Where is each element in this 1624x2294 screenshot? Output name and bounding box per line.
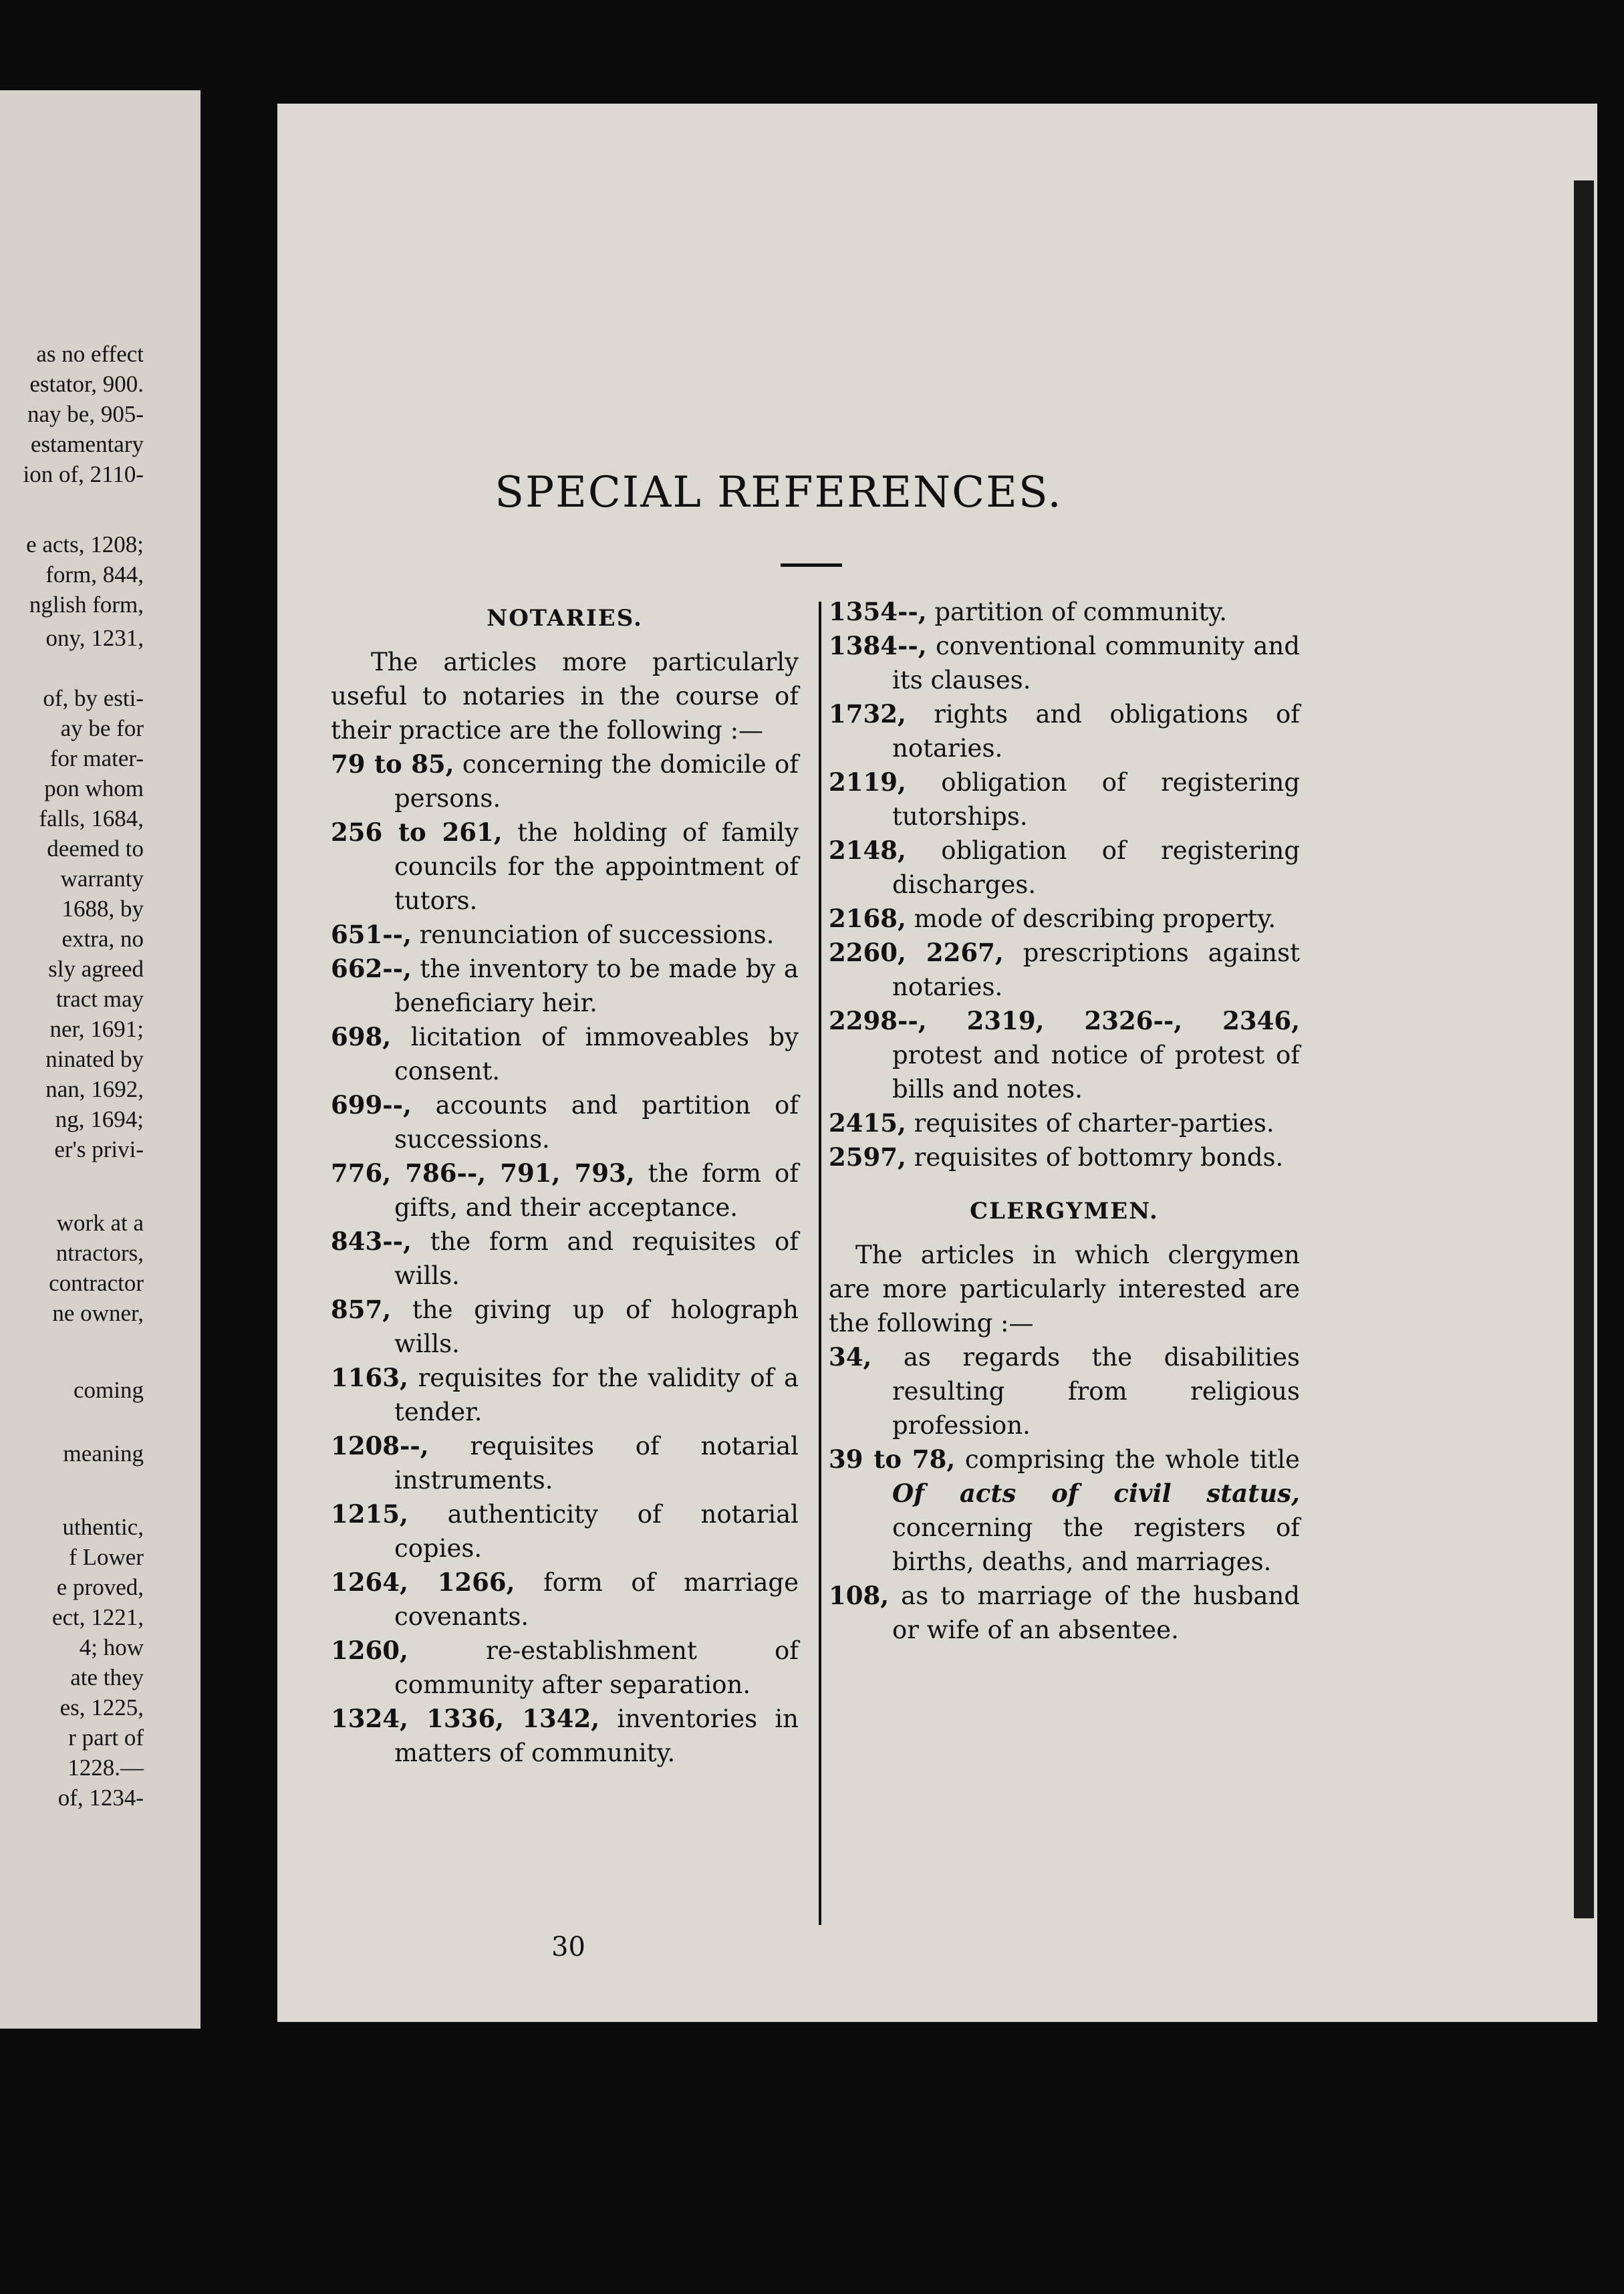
article-number: 699--,	[331, 1090, 412, 1120]
left-page-line: sly agreed	[48, 956, 144, 982]
article-number: 2298--, 2319, 2326--, 2346,	[829, 1006, 1300, 1035]
entry-text: mode of describing property.	[914, 904, 1276, 933]
left-page-line: 1688, by	[61, 896, 144, 922]
reference-entry	[331, 1702, 799, 1770]
left-page-line: of, by esti-	[43, 685, 144, 711]
left-page-line: ate they	[70, 1664, 144, 1690]
entry-text: comprising the whole title	[964, 1445, 1300, 1474]
left-page-line: nan, 1692,	[45, 1076, 144, 1102]
article-number: 662--,	[331, 954, 412, 983]
reference-entry	[829, 1579, 1300, 1647]
reference-entry	[829, 1340, 1300, 1442]
left-page-line: form, 844,	[45, 561, 144, 588]
reference-entry	[829, 1442, 1300, 1579]
entry-text: form of marriage covenants.	[394, 1568, 799, 1631]
entry-text: renunciation of successions.	[419, 920, 775, 949]
article-number: 1324, 1336, 1342,	[331, 1704, 600, 1733]
article-number: 843--,	[331, 1227, 412, 1256]
left-page-line: ner, 1691;	[49, 1016, 144, 1042]
left-page-line: e proved,	[56, 1574, 144, 1600]
left-page-line: meaning	[63, 1440, 144, 1467]
article-number: 256 to 261,	[331, 817, 503, 847]
title-rule	[781, 563, 842, 567]
page-number: 30	[551, 1932, 585, 1962]
page-title: SPECIAL REFERENCES.	[495, 468, 1063, 517]
reference-entry	[331, 1565, 799, 1634]
left-page-line: e acts, 1208;	[26, 531, 144, 557]
entry-text: the inventory to be made by a beneficiary heir.	[394, 954, 799, 1017]
reference-entry	[829, 765, 1300, 834]
left-page-line: estamentary	[30, 431, 144, 457]
entry-text: rights and obligations of notaries.	[892, 700, 1301, 763]
reference-entry	[331, 952, 799, 1020]
entry-italic-title: Of acts of civil status,	[892, 1479, 1300, 1508]
left-page-line: ay be for	[60, 715, 144, 741]
article-number: 2119,	[829, 767, 906, 797]
article-number: 1354--,	[829, 597, 927, 626]
entry-text: partition of community.	[934, 598, 1228, 626]
left-page-line: for mater-	[49, 745, 144, 771]
left-page-line: 1228.—	[67, 1755, 144, 1781]
left-page-line: ne owner,	[52, 1300, 144, 1326]
reference-entry	[331, 1156, 799, 1225]
article-number: 651--,	[331, 920, 412, 949]
left-page-fragment	[0, 90, 200, 2029]
reference-entry	[331, 1020, 799, 1088]
entry-text: requisites of notarial instruments.	[394, 1432, 799, 1495]
entry-text: prescriptions against notaries.	[892, 938, 1300, 1001]
reference-entry	[331, 1429, 799, 1497]
left-page-line: pon whom	[44, 775, 144, 801]
article-number: 1163,	[331, 1363, 408, 1392]
entry-text: as regards the disabilities resulting from religious profession.	[892, 1343, 1301, 1440]
left-page-line: ect, 1221,	[51, 1604, 144, 1630]
left-page-line: warranty	[60, 866, 144, 892]
left-page-line: contractor	[49, 1270, 144, 1296]
left-page-line: ninated by	[45, 1046, 144, 1072]
entry-text: requisites of bottomry bonds.	[914, 1143, 1284, 1172]
left-page-line: r part of	[68, 1725, 144, 1751]
left-page-line: nay be, 905-	[27, 401, 144, 427]
column-divider	[819, 602, 821, 1925]
entry-text: inventories in matters of community.	[394, 1704, 799, 1767]
entry-text: authenticity of notarial copies.	[394, 1500, 799, 1563]
left-page-line: er's privi-	[54, 1136, 144, 1162]
entry-text: re-establishment of community after separation.	[394, 1636, 799, 1699]
reference-entry	[829, 629, 1300, 697]
left-page-line: as no effect	[36, 341, 144, 367]
right-column	[829, 595, 1300, 1647]
left-page-line: falls, 1684,	[39, 805, 144, 832]
reference-entry	[331, 918, 799, 952]
article-number: 2597,	[829, 1142, 906, 1172]
reference-entry	[829, 1004, 1300, 1106]
reference-entry	[829, 1106, 1300, 1140]
article-number: 2260, 2267,	[829, 938, 1004, 967]
reference-entry	[829, 697, 1300, 765]
book-gutter	[200, 94, 277, 2032]
reference-entry	[331, 1088, 799, 1156]
entry-text: concerning the domicile of persons.	[394, 750, 799, 813]
article-number: 2148,	[829, 836, 906, 865]
clergymen-heading: CLERGYMEN.	[970, 1198, 1159, 1225]
article-number: 34,	[829, 1342, 872, 1372]
clergymen-intro: The articles in which clergymen are more particularly interested are the following :—	[829, 1241, 1300, 1337]
page-edge	[1574, 180, 1594, 1918]
reference-entry	[829, 936, 1300, 1004]
left-page-line: ony, 1231,	[45, 625, 144, 651]
reference-entry	[829, 595, 1300, 629]
article-number: 1264, 1266,	[331, 1567, 515, 1597]
article-number: 1215,	[331, 1499, 408, 1529]
reference-entry	[331, 815, 799, 918]
left-page-line: 4; how	[79, 1634, 144, 1660]
entry-text: the giving up of holograph wills.	[394, 1295, 799, 1358]
entry-text: licitation of immoveables by consent.	[394, 1023, 799, 1086]
entry-text: the form and requisites of wills.	[394, 1227, 799, 1290]
article-number: 776, 786--, 791, 793,	[331, 1158, 635, 1188]
left-page-line: coming	[74, 1377, 144, 1403]
left-page-line: ion of, 2110-	[23, 461, 144, 487]
entry-text: requisites for the validity of a tender.	[394, 1364, 799, 1426]
left-column	[331, 595, 799, 1770]
entry-text: protest and notice of protest of bills and notes.	[892, 1041, 1300, 1104]
left-page-line: tract may	[55, 986, 144, 1012]
article-number: 39 to 78,	[829, 1444, 956, 1474]
reference-entry	[331, 1225, 799, 1293]
entry-text: obligation of registering discharges.	[892, 836, 1301, 899]
left-page-line: es, 1225,	[59, 1694, 144, 1720]
reference-entry	[331, 747, 799, 815]
article-number: 1732,	[829, 699, 906, 729]
article-number: 698,	[331, 1022, 392, 1051]
left-page-line: work at a	[56, 1210, 144, 1236]
left-page-line: nglish form,	[29, 592, 144, 618]
left-page-line: deemed to	[47, 836, 144, 862]
article-number: 2415,	[829, 1108, 906, 1138]
article-number: 79 to 85,	[331, 749, 454, 779]
notaries-heading: NOTARIES.	[487, 605, 643, 632]
reference-entry	[331, 1293, 799, 1361]
entry-text: the form of gifts, and their acceptance.	[394, 1159, 799, 1222]
entry-text: concerning the registers of births, deaths, and marriages.	[892, 1513, 1300, 1576]
article-number: 1384--,	[829, 631, 927, 660]
reference-entry	[331, 1634, 799, 1702]
reference-entry	[331, 1361, 799, 1429]
notaries-intro: The articles more particularly useful to notaries in the course of their practice are the following :—	[331, 648, 799, 745]
left-page-line: ntractors,	[55, 1240, 144, 1266]
left-page-line: uthentic,	[62, 1514, 144, 1540]
reference-entry	[829, 902, 1300, 936]
left-page-line: extra, no	[61, 926, 144, 952]
entry-text: as to marriage of the husband or wife of an absentee.	[892, 1581, 1300, 1644]
left-page-line: ng, 1694;	[55, 1106, 144, 1132]
left-page-line: of, 1234-	[57, 1785, 144, 1811]
entry-text: obligation of registering tutorships.	[892, 768, 1301, 831]
entry-text: conventional community and its clauses.	[892, 632, 1300, 694]
reference-entry	[829, 1140, 1300, 1174]
reference-entry	[331, 1497, 799, 1565]
entry-text: accounts and partition of successions.	[394, 1091, 799, 1154]
left-page-line: estator, 900.	[29, 371, 144, 397]
entry-text: requisites of charter-parties.	[914, 1109, 1274, 1138]
article-number: 857,	[331, 1295, 392, 1324]
left-page-line: f Lower	[69, 1544, 144, 1570]
entry-text: the holding of family councils for the appointment of tutors.	[394, 818, 799, 915]
article-number: 108,	[829, 1581, 890, 1610]
article-number: 1208--,	[331, 1431, 429, 1460]
article-number: 1260,	[331, 1636, 408, 1665]
reference-entry	[829, 834, 1300, 902]
article-number: 2168,	[829, 904, 906, 933]
